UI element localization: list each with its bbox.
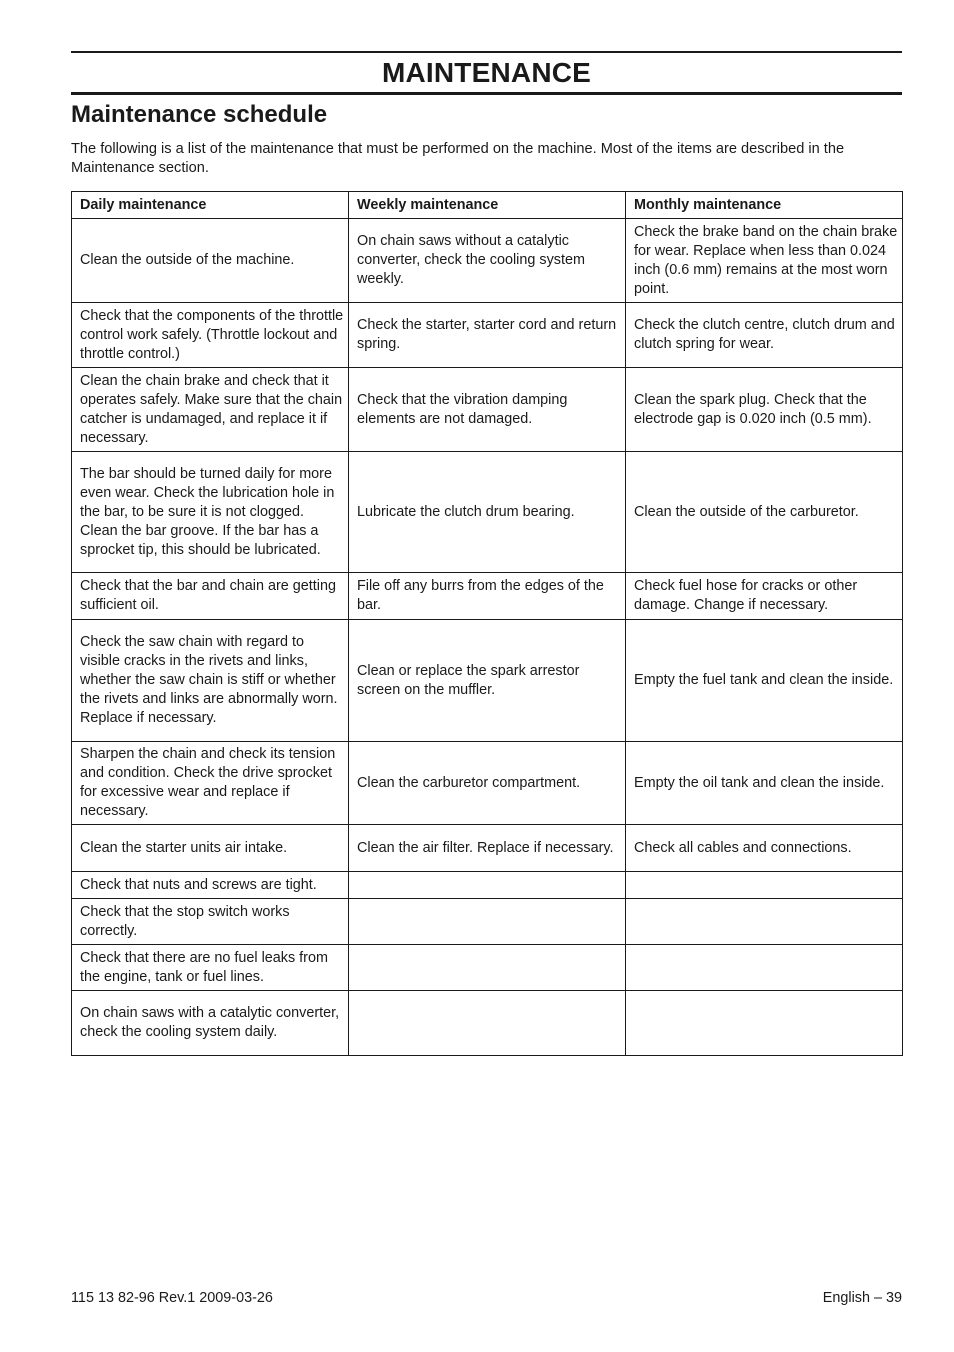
table-cell-monthly bbox=[626, 991, 903, 1056]
table-cell-monthly: Clean the spark plug. Check that the electrode gap is 0.020 inch (0.5 mm). bbox=[626, 368, 903, 452]
table-header-row bbox=[72, 192, 903, 219]
table-cell-weekly: Check that the vibration damping elements are not damaged. bbox=[349, 368, 626, 452]
table-cell-monthly bbox=[626, 899, 903, 945]
table-row bbox=[72, 452, 903, 573]
table-cell-monthly: Empty the fuel tank and clean the inside. bbox=[626, 620, 903, 742]
header-top-rule bbox=[71, 51, 902, 53]
table-cell-weekly bbox=[349, 945, 626, 991]
table-cell-daily: The bar should be turned daily for more even wear. Check the lubrication hole in the bar, to be sure it is not clogged. Clean the bar groove. If the bar has a sprocket tip, this should be lubricated. bbox=[72, 452, 349, 573]
table-cell-weekly bbox=[349, 872, 626, 899]
table-cell-weekly: File off any burrs from the edges of the bar. bbox=[349, 573, 626, 620]
intro-paragraph: The following is a list of the maintenance that must be performed on the machine. Most of the items are described in the Maintenance section. bbox=[71, 141, 845, 176]
table-cell-daily: Clean the starter units air intake. bbox=[72, 825, 349, 872]
table-cell-daily: Clean the outside of the machine. bbox=[72, 219, 349, 303]
column-header-daily: Daily maintenance bbox=[72, 192, 349, 219]
table-cell-daily: Check that nuts and screws are tight. bbox=[72, 872, 349, 899]
table-cell-weekly: Clean or replace the spark arrestor screen on the muffler. bbox=[349, 620, 626, 742]
table-cell-monthly: Check the brake band on the chain brake for wear. Replace when less than 0.024 inch (0.6 mm) remains at the most worn point. bbox=[626, 219, 903, 303]
table-cell-monthly: Empty the oil tank and clean the inside. bbox=[626, 742, 903, 825]
table-cell-daily: On chain saws with a catalytic converter, check the cooling system daily. bbox=[72, 991, 349, 1056]
column-header-weekly: Weekly maintenance bbox=[349, 192, 626, 219]
footer-doc-id: 115 13 82-96 Rev.1 2009-03-26 bbox=[71, 1290, 273, 1306]
table-cell-daily: Check that the bar and chain are getting sufficient oil. bbox=[72, 573, 349, 620]
header-bottom-rule bbox=[71, 92, 902, 95]
table-cell-monthly bbox=[626, 872, 903, 899]
table-cell-monthly: Check all cables and connections. bbox=[626, 825, 903, 872]
table-cell-weekly: Clean the carburetor compartment. bbox=[349, 742, 626, 825]
table-cell-weekly: Check the starter, starter cord and return spring. bbox=[349, 303, 626, 368]
table-cell-weekly bbox=[349, 899, 626, 945]
table-row bbox=[72, 620, 903, 742]
table-cell-daily: Check that the stop switch works correctly. bbox=[72, 899, 349, 945]
table-row bbox=[72, 825, 903, 872]
table-row bbox=[72, 368, 903, 452]
table-row bbox=[72, 219, 903, 303]
table-cell-weekly: Clean the air filter. Replace if necessary. bbox=[349, 825, 626, 872]
page-heading: Maintenance schedule bbox=[71, 101, 328, 128]
table-cell-daily: Clean the chain brake and check that it operates safely. Make sure that the chain catcher is undamaged, and replace it if necessary. bbox=[72, 368, 349, 452]
table-row bbox=[72, 872, 903, 899]
section-title: MAINTENANCE bbox=[381, 57, 592, 88]
table-cell-weekly: On chain saws without a catalytic converter, check the cooling system weekly. bbox=[349, 219, 626, 303]
table-cell-monthly: Check the clutch centre, clutch drum and clutch spring for wear. bbox=[626, 303, 903, 368]
maintenance-schedule-table bbox=[71, 191, 903, 1056]
table-row bbox=[72, 742, 903, 825]
table-row bbox=[72, 573, 903, 620]
table-cell-daily: Sharpen the chain and check its tension and condition. Check the drive sprocket for excessive wear and replace if necessary. bbox=[72, 742, 349, 825]
table-cell-monthly: Check fuel hose for cracks or other damage. Change if necessary. bbox=[626, 573, 903, 620]
table-cell-daily: Check that the components of the throttle control work safely. (Throttle lockout and throttle control.) bbox=[72, 303, 349, 368]
column-header-monthly: Monthly maintenance bbox=[626, 192, 903, 219]
table-row bbox=[72, 303, 903, 368]
table-cell-monthly: Clean the outside of the carburetor. bbox=[626, 452, 903, 573]
table-row bbox=[72, 945, 903, 991]
table-cell-weekly bbox=[349, 991, 626, 1056]
footer-page-label: English – 39 bbox=[822, 1290, 902, 1306]
table-cell-daily: Check the saw chain with regard to visible cracks in the rivets and links, whether the saw chain is stiff or whether the rivets and links are abnormally worn. Replace if necessary. bbox=[72, 620, 349, 742]
table-cell-daily: Check that there are no fuel leaks from the engine, tank or fuel lines. bbox=[72, 945, 349, 991]
table-cell-monthly bbox=[626, 945, 903, 991]
table-row bbox=[72, 899, 903, 945]
table-cell-weekly: Lubricate the clutch drum bearing. bbox=[349, 452, 626, 573]
table-row bbox=[72, 991, 903, 1056]
